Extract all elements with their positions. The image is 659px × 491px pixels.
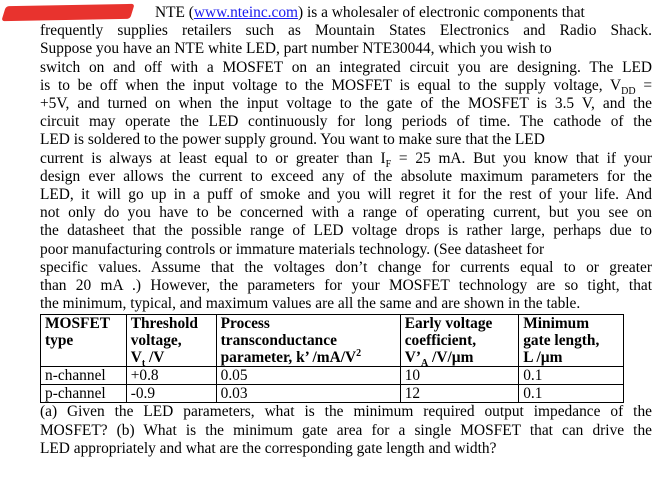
table-row <box>41 385 624 403</box>
cell-transconductance: 0.03 <box>216 385 400 403</box>
header-mosfet-type: MOSFET type <box>41 315 127 367</box>
problem-document <box>40 4 652 458</box>
table-row <box>41 367 624 385</box>
cell-type: n-channel <box>41 367 127 385</box>
statement-line-15: specific values. Assume that the voltages don’t change for currents equal to or greater <box>40 258 652 276</box>
cell-threshold: +0.8 <box>126 367 216 385</box>
mosfet-parameter-table <box>40 314 624 403</box>
statement-line-2: frequently supplies retailers such as Mountain States Electronics and Radio Shack. <box>40 22 652 40</box>
nte-website-link[interactable]: www.nteinc.com <box>193 4 299 21</box>
statement-line-11: LED, it will go up in a puff of smoke and you will regret it for the rest of your life. And <box>40 186 652 204</box>
statement-line-12: not only do you have to be concerned with a range of operating current, but you see on <box>40 204 652 222</box>
statement-line-14: poor manufacturing controls or immature materials technology. (See datasheet for <box>40 240 545 258</box>
statement-line-17: the minimum, typical, and maximum values are all the same and are shown in the table. <box>40 295 581 313</box>
statement-line-13: the datasheet that the possible range of LED voltage drops is rather large, perhaps due to <box>40 222 652 240</box>
statement-line-1: NTE (www.nteinc.com) is a wholesaler of electronic components that <box>155 4 585 21</box>
cell-gate-length: 0.1 <box>519 385 624 403</box>
header-process-transconductance: Process transconductance parameter, k’ $/mA/V^2$ <box>216 315 400 367</box>
question-line-3: LED appropriately and what are the corresponding gate length and width? <box>40 439 497 457</box>
questions <box>40 403 652 458</box>
question-line-1: (a) Given the LED parameters, what is the minimum required output impedance of the <box>40 403 652 421</box>
cell-early-voltage: 10 <box>400 367 519 385</box>
problem-statement <box>40 4 652 313</box>
statement-line-4: switch on and off with a MOSFET on an integrated circuit you are designing. The LED <box>40 58 652 76</box>
statement-line-9: current is always at least equal to or greater than $I_F = 25$ mA. But you know that if your <box>40 149 652 170</box>
table-header-row <box>41 315 624 367</box>
cell-threshold: -0.9 <box>126 385 216 403</box>
statement-line-10: design ever allows the current to exceed any of the absolute maximum parameters for the <box>40 167 652 185</box>
statement-line-7: circuit may operate the LED continuously for long periods of time. The cathode of the <box>40 113 652 131</box>
statement-line-5: is to be off when the input voltage to the MOSFET is equal to the supply voltage, $V_{DD}$ = <box>40 76 652 97</box>
cell-transconductance: 0.05 <box>216 367 400 385</box>
cell-type: p-channel <box>41 385 127 403</box>
header-early-voltage: Early voltage coefficient, $V’_A$ /V/µm <box>400 315 519 367</box>
question-line-2: MOSFET? (b) What is the minimum gate area for a single MOSFET that can drive the <box>40 421 652 439</box>
cell-gate-length: 0.1 <box>519 367 624 385</box>
statement-line-8: LED is soldered to the power supply ground. You want to make sure that the LED <box>40 131 545 149</box>
header-threshold-voltage: Threshold voltage, $V_t$ /V <box>126 315 216 367</box>
statement-line-3: Suppose you have an NTE white LED, part number NTE30044, which you wish to <box>40 40 552 58</box>
statement-line-16: than 20 mA .) However, the parameters for your MOSFET technology are so tight, that <box>40 277 652 295</box>
cell-early-voltage: 12 <box>400 385 519 403</box>
header-min-gate-length: Minimum gate length, L /µm <box>519 315 624 367</box>
statement-line-6: +5V, and turned on when the input voltage to the gate of the MOSFET is 3.5 V, and the <box>40 95 652 113</box>
